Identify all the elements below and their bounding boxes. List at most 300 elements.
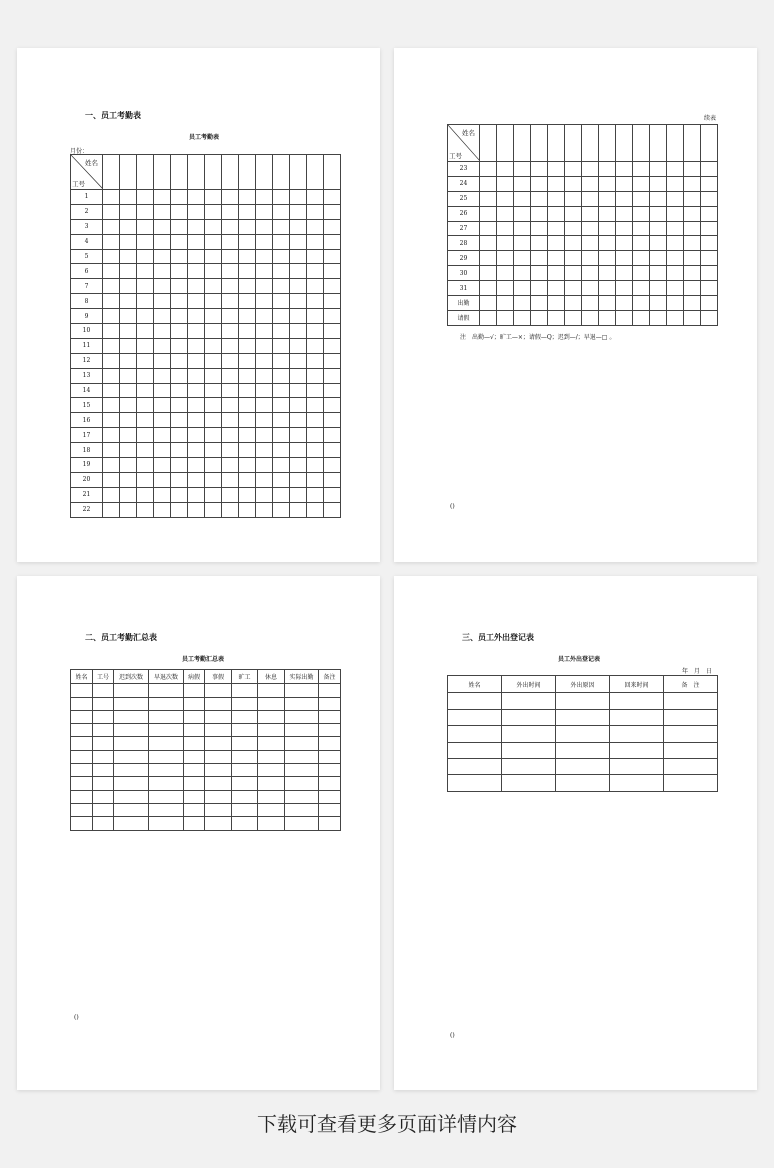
table-cell	[319, 803, 341, 816]
day-cell	[684, 125, 701, 162]
attendance-cell	[222, 219, 239, 234]
attendance-cell	[324, 368, 341, 383]
attendance-cell	[582, 206, 599, 221]
day-cell	[480, 125, 497, 162]
table-row	[71, 264, 341, 279]
attendance-cell	[256, 309, 273, 324]
table-row	[71, 697, 341, 710]
table-cell	[258, 803, 285, 816]
attendance-cell	[582, 191, 599, 206]
table-row	[448, 758, 718, 774]
attendance-cell	[548, 236, 565, 251]
attendance-cell	[137, 428, 154, 443]
attendance-cell	[565, 281, 582, 296]
attendance-cell	[667, 266, 684, 281]
attendance-cell	[239, 249, 256, 264]
table-cell	[258, 684, 285, 697]
attendance-cell	[307, 443, 324, 458]
table-cell	[258, 710, 285, 723]
table-cell	[205, 737, 232, 750]
row-label: 出勤	[448, 296, 480, 311]
attendance-cell	[290, 338, 307, 353]
attendance-cell	[667, 206, 684, 221]
attendance-cell	[103, 249, 120, 264]
row-label: 9	[71, 309, 103, 324]
attendance-cell	[616, 296, 633, 311]
attendance-cell	[273, 338, 290, 353]
table-cell	[610, 726, 664, 742]
table-row	[448, 310, 718, 325]
table-cell	[232, 817, 258, 830]
attendance-cell	[120, 383, 137, 398]
attendance-cell	[239, 398, 256, 413]
attendance-cell	[307, 353, 324, 368]
attendance-cell	[616, 281, 633, 296]
attendance-cell	[273, 502, 290, 517]
attendance-cell	[120, 204, 137, 219]
attendance-cell	[222, 264, 239, 279]
attendance-cell	[137, 487, 154, 502]
attendance-cell	[154, 204, 171, 219]
table-row	[71, 234, 341, 249]
attendance-cell	[531, 251, 548, 266]
attendance-cell	[256, 398, 273, 413]
table-cell	[319, 817, 341, 830]
attendance-cell	[256, 487, 273, 502]
column-header: 外出原因	[556, 676, 610, 693]
column-header: 备注	[319, 670, 341, 684]
table-cell	[664, 758, 718, 774]
attendance-cell	[582, 251, 599, 266]
table-row	[448, 726, 718, 742]
table-cell	[232, 764, 258, 777]
table-row	[448, 236, 718, 251]
attendance-cell	[188, 234, 205, 249]
table-row	[71, 710, 341, 723]
attendance-cell	[188, 472, 205, 487]
table-cell	[232, 724, 258, 737]
table-row	[71, 750, 341, 763]
row-label: 7	[71, 279, 103, 294]
attendance-cell	[616, 266, 633, 281]
table-cell	[664, 709, 718, 725]
table-cell	[664, 775, 718, 791]
attendance-cell	[120, 309, 137, 324]
attendance-cell	[307, 190, 324, 205]
table-cell	[285, 803, 319, 816]
row-label: 21	[71, 487, 103, 502]
table-cell	[232, 737, 258, 750]
attendance-cell	[497, 281, 514, 296]
attendance-cell	[290, 190, 307, 205]
attendance-cell	[171, 279, 188, 294]
row-label: 19	[71, 458, 103, 473]
attendance-cell	[154, 487, 171, 502]
attendance-cell	[650, 296, 667, 311]
row-label: 24	[448, 176, 480, 191]
attendance-cell	[154, 368, 171, 383]
attendance-cell	[103, 234, 120, 249]
attendance-cell	[154, 324, 171, 339]
table-cell	[664, 726, 718, 742]
continued-label: 续表	[704, 115, 717, 122]
attendance-cell	[137, 234, 154, 249]
table-cell	[319, 684, 341, 697]
row-label: 29	[448, 251, 480, 266]
attendance-cell	[650, 310, 667, 325]
day-cell	[239, 155, 256, 190]
attendance-cell	[497, 221, 514, 236]
attendance-cell	[650, 236, 667, 251]
attendance-cell	[154, 219, 171, 234]
attendance-cell	[188, 190, 205, 205]
attendance-cell	[633, 266, 650, 281]
attendance-cell	[548, 221, 565, 236]
table-cell	[93, 750, 114, 763]
attendance-cell	[480, 236, 497, 251]
attendance-cell	[256, 294, 273, 309]
attendance-cell	[667, 251, 684, 266]
attendance-cell	[290, 428, 307, 443]
table-header-row	[71, 670, 341, 684]
attendance-cell	[120, 428, 137, 443]
attendance-cell	[137, 309, 154, 324]
table-cell	[205, 777, 232, 790]
table-cell	[285, 737, 319, 750]
attendance-cell	[701, 176, 718, 191]
attendance-cell	[514, 191, 531, 206]
attendance-cell	[582, 281, 599, 296]
attendance-cell	[290, 443, 307, 458]
table-cell	[556, 693, 610, 709]
table-cell	[149, 724, 184, 737]
table-title: 员工考勤表	[189, 134, 220, 141]
table-cell	[448, 709, 502, 725]
table-header-row	[71, 155, 341, 190]
column-header: 病假	[184, 670, 205, 684]
attendance-cell	[497, 191, 514, 206]
table-cell	[71, 737, 93, 750]
attendance-cell	[137, 502, 154, 517]
table-cell	[319, 710, 341, 723]
attendance-cell	[701, 221, 718, 236]
attendance-cell	[188, 428, 205, 443]
attendance-cell	[650, 221, 667, 236]
attendance-cell	[239, 204, 256, 219]
attendance-cell	[205, 338, 222, 353]
attendance-cell	[120, 264, 137, 279]
table-cell	[149, 697, 184, 710]
attendance-cell	[171, 249, 188, 264]
attendance-cell	[256, 353, 273, 368]
attendance-cell	[103, 353, 120, 368]
table-cell	[319, 790, 341, 803]
attendance-cell	[222, 398, 239, 413]
attendance-cell	[616, 191, 633, 206]
table-cell	[502, 775, 556, 791]
table-cell	[184, 750, 205, 763]
table-cell	[258, 750, 285, 763]
day-cell	[667, 125, 684, 162]
attendance-cell	[514, 176, 531, 191]
column-header: 早退次数	[149, 670, 184, 684]
attendance-cell	[290, 264, 307, 279]
attendance-cell	[188, 324, 205, 339]
row-label: 16	[71, 413, 103, 428]
table-cell	[184, 817, 205, 830]
attendance-cell	[307, 249, 324, 264]
table-cell	[184, 697, 205, 710]
table-row	[71, 309, 341, 324]
attendance-cell	[582, 310, 599, 325]
attendance-cell	[667, 191, 684, 206]
attendance-cell	[324, 294, 341, 309]
attendance-cell	[616, 221, 633, 236]
attendance-cell	[324, 324, 341, 339]
attendance-cell	[650, 191, 667, 206]
day-cell	[154, 155, 171, 190]
attendance-cell	[514, 251, 531, 266]
attendance-cell	[667, 176, 684, 191]
attendance-cell	[290, 204, 307, 219]
table-cell	[285, 750, 319, 763]
table-cell	[556, 742, 610, 758]
table-cell	[184, 737, 205, 750]
attendance-cell	[307, 472, 324, 487]
table-cell	[664, 693, 718, 709]
attendance-cell	[324, 204, 341, 219]
row-label: 27	[448, 221, 480, 236]
table-cell	[114, 737, 149, 750]
attendance-cell	[480, 266, 497, 281]
table-row	[448, 281, 718, 296]
section-title: 一、员工考勤表	[85, 111, 141, 120]
attendance-cell	[582, 266, 599, 281]
attendance-cell	[548, 281, 565, 296]
attendance-cell	[290, 353, 307, 368]
attendance-cell	[103, 458, 120, 473]
attendance-cell	[324, 472, 341, 487]
attendance-cell	[701, 206, 718, 221]
column-header: 姓名	[448, 676, 502, 693]
attendance-cell	[599, 236, 616, 251]
header-name: 姓名	[85, 159, 98, 167]
attendance-cell	[239, 472, 256, 487]
attendance-cell	[273, 309, 290, 324]
attendance-cell	[307, 204, 324, 219]
table-row	[71, 413, 341, 428]
table-cell	[285, 817, 319, 830]
table-cell	[184, 790, 205, 803]
day-cell	[171, 155, 188, 190]
attendance-cell	[171, 443, 188, 458]
attendance-cell	[103, 338, 120, 353]
attendance-cell	[684, 236, 701, 251]
attendance-cell	[154, 338, 171, 353]
attendance-cell	[205, 413, 222, 428]
table-cell	[258, 724, 285, 737]
attendance-cell	[497, 206, 514, 221]
attendance-cell	[565, 176, 582, 191]
table-row	[448, 266, 718, 281]
attendance-cell	[565, 206, 582, 221]
table-cell	[556, 709, 610, 725]
attendance-cell	[103, 413, 120, 428]
table-cell	[285, 724, 319, 737]
attendance-cell	[531, 296, 548, 311]
table-cell	[149, 750, 184, 763]
table-row	[448, 693, 718, 709]
attendance-cell	[565, 236, 582, 251]
attendance-cell	[290, 294, 307, 309]
attendance-cell	[222, 309, 239, 324]
day-cell	[120, 155, 137, 190]
attendance-cell	[205, 234, 222, 249]
attendance-cell	[599, 191, 616, 206]
table-cell	[556, 726, 610, 742]
attendance-cell	[599, 176, 616, 191]
attendance-cell	[171, 383, 188, 398]
attendance-cell	[154, 383, 171, 398]
table-cell	[205, 817, 232, 830]
attendance-cell	[103, 190, 120, 205]
table-cell	[114, 777, 149, 790]
attendance-cell	[239, 458, 256, 473]
attendance-cell	[480, 221, 497, 236]
header-id: 工号	[72, 180, 85, 188]
day-cell	[290, 155, 307, 190]
row-label: 13	[71, 368, 103, 383]
header-id: 工号	[449, 152, 462, 160]
attendance-cell	[154, 398, 171, 413]
attendance-cell	[480, 281, 497, 296]
row-label: 11	[71, 338, 103, 353]
attendance-cell	[273, 353, 290, 368]
day-cell	[548, 125, 565, 162]
table-cell	[93, 697, 114, 710]
attendance-cell	[256, 368, 273, 383]
attendance-cell	[171, 190, 188, 205]
attendance-cell	[205, 190, 222, 205]
attendance-cell	[171, 309, 188, 324]
attendance-cell	[120, 294, 137, 309]
attendance-cell	[324, 353, 341, 368]
attendance-cell	[137, 338, 154, 353]
attendance-cell	[154, 458, 171, 473]
attendance-cell	[154, 443, 171, 458]
attendance-cell	[171, 368, 188, 383]
column-header: 旷工	[232, 670, 258, 684]
attendance-cell	[239, 487, 256, 502]
table-cell	[610, 709, 664, 725]
attendance-cell	[290, 368, 307, 383]
attendance-cell	[324, 458, 341, 473]
attendance-cell	[667, 221, 684, 236]
attendance-cell	[582, 176, 599, 191]
attendance-cell	[137, 294, 154, 309]
attendance-cell	[307, 368, 324, 383]
column-header: 回来时间	[610, 676, 664, 693]
attendance-cell	[137, 264, 154, 279]
table-cell	[610, 758, 664, 774]
attendance-cell	[650, 281, 667, 296]
table-cell	[93, 790, 114, 803]
row-label: 请假	[448, 310, 480, 325]
attendance-cell	[205, 264, 222, 279]
row-label: 23	[448, 162, 480, 177]
attendance-cell	[239, 428, 256, 443]
attendance-cell	[531, 162, 548, 177]
table-cell	[610, 693, 664, 709]
table-cell	[184, 724, 205, 737]
outing-register-table	[447, 675, 718, 792]
attendance-cell	[684, 251, 701, 266]
attendance-cell	[222, 443, 239, 458]
table-row	[71, 398, 341, 413]
table-cell	[149, 803, 184, 816]
attendance-cell	[239, 190, 256, 205]
attendance-cell	[307, 487, 324, 502]
attendance-cell	[480, 251, 497, 266]
attendance-cell	[137, 472, 154, 487]
attendance-cell	[239, 309, 256, 324]
attendance-cell	[120, 338, 137, 353]
table-row	[71, 249, 341, 264]
attendance-cell	[256, 428, 273, 443]
attendance-cell	[307, 413, 324, 428]
table-title: 员工外出登记表	[558, 656, 601, 663]
attendance-cell	[120, 190, 137, 205]
attendance-cell	[188, 502, 205, 517]
row-label: 25	[448, 191, 480, 206]
attendance-cell	[290, 309, 307, 324]
attendance-cell	[103, 443, 120, 458]
attendance-cell	[205, 443, 222, 458]
attendance-cell	[103, 398, 120, 413]
table-row	[71, 724, 341, 737]
table-row	[71, 428, 341, 443]
attendance-cell	[222, 324, 239, 339]
table-cell	[149, 764, 184, 777]
attendance-cell	[307, 428, 324, 443]
attendance-cell	[324, 279, 341, 294]
attendance-cell	[290, 472, 307, 487]
table-row	[448, 162, 718, 177]
row-label: 18	[71, 443, 103, 458]
attendance-cell	[188, 264, 205, 279]
attendance-cell	[565, 191, 582, 206]
table-cell	[114, 724, 149, 737]
attendance-cell	[324, 413, 341, 428]
attendance-cell	[103, 204, 120, 219]
table-row	[448, 191, 718, 206]
attendance-cell	[548, 176, 565, 191]
attendance-cell	[205, 383, 222, 398]
day-cell	[273, 155, 290, 190]
table-cell	[205, 764, 232, 777]
column-header: 外出时间	[502, 676, 556, 693]
table-cell	[114, 697, 149, 710]
attendance-cell	[103, 264, 120, 279]
row-label: 30	[448, 266, 480, 281]
attendance-cell	[307, 309, 324, 324]
attendance-cell	[531, 176, 548, 191]
attendance-cell	[222, 502, 239, 517]
attendance-cell	[633, 310, 650, 325]
attendance-cell	[222, 190, 239, 205]
attendance-cell	[171, 324, 188, 339]
page-3	[17, 576, 380, 1090]
